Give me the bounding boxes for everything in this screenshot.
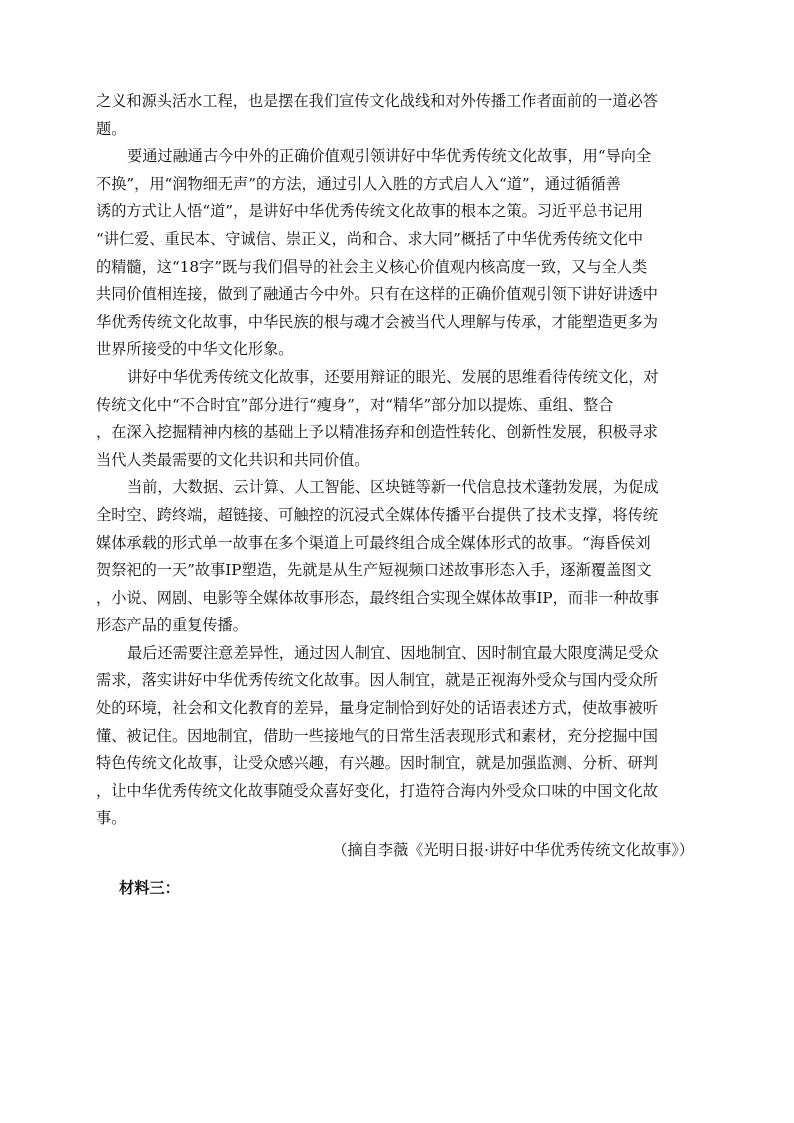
text-line: ，小说、网剧、电影等全媒体故事形态，最终组合实现全媒体故事IP，而非一种故事 [96,588,659,607]
text-line: 全时空、跨终端，超链接、可触控的沉浸式全媒体传播平台提供了技术支撑，将传统 [96,505,658,524]
paragraph-4 [96,474,700,640]
text-line: 贺祭祀的一天”故事IP塑造，先就是从生产短视频口述故事形态入手，逐渐覆盖图文 [96,561,652,580]
text-line: 懂、被记住。因地制宜，借助一些接地气的日常生活表现形式和素材，充分挖掘中国 [96,726,658,745]
text-line: 当前，大数据、云计算、人工智能、区块链等新一代信息技术蓬勃发展，为促成 [127,478,659,497]
paragraph-2 [96,143,700,364]
text-line: 共同价值相连接，做到了融通古今中外。只有在这样的正确价值观引领下讲好讲透中 [96,285,658,304]
text-line: 特色传统文化故事，让受众感兴趣，有兴趣。因时制宜，就是加强监测、分析、研判 [96,754,658,773]
text-line: “讲仁爱、重民本、守诚信、崇正义，尚和合、求大同”概括了中华优秀传统文化中 [96,229,644,248]
text-line: 处的环境，社会和文化教育的差异，量身定制恰到好处的话语表述方式，使故事被听 [96,699,658,718]
text-line: 世界所接受的中华文化形象。 [96,340,294,359]
text-line: 华优秀传统文化故事，中华民族的根与魂才会被当代人理解与传承，才能塑造更多为 [96,312,658,331]
text-line: 当代人类最需要的文化共识和共同价值。 [96,450,370,469]
text-line: 讲好中华优秀传统文化故事，还要用辩证的眼光、发展的思维看待传统文化，对 [127,367,659,386]
source-citation: （摘自李薇《光明日报·讲好中华优秀传统文化故事》） [332,841,694,860]
text-line: 媒体承载的形式单一故事在多个渠道上可最终组合成全媒体形式的故事。“海昏侯刘 [96,533,651,552]
paragraph-1 [96,88,700,143]
text-line: 形态产品的重复传播。 [96,616,248,635]
text-line: 诱的方式让人悟“道”，是讲好中华优秀传统文化故事的根本之策。习近平总书记用 [96,202,644,221]
text-line: 题。 [96,119,127,138]
text-line: 要通过融通古今中外的正确价值观引领讲好中华优秀传统文化故事，用“导向全 [127,147,652,166]
text-line: 最后还需要注意差异性，通过因人制宜、因地制宜、因时制宜最大限度满足受众 [127,643,659,662]
text-line: 需求，落实讲好中华优秀传统文化故事。因人制宜，就是正视海外受众与国内受众所 [96,671,658,690]
document-body [96,88,700,902]
text-line: ，在深入挖掘精神内核的基础上予以精准扬弃和创造性转化、创新性发展，积极寻求 [96,423,658,442]
section-heading: 材料三： [119,878,180,897]
text-line: 事。 [96,809,127,828]
text-line: ，让中华优秀传统文化故事随受众喜好变化，打造符合海内外受众口味的中国文化故 [96,781,658,800]
text-line: 的精髓，这“18字”既与我们倡导的社会主义核心价值观内核高度一致，又与全人类 [96,257,648,276]
text-line: 不换”，用“润物细无声”的方法，通过引人入胜的方式启人入“道”，通过循循善 [96,174,621,193]
paragraph-3 [96,364,700,474]
text-line: 之义和源头活水工程，也是摆在我们宣传文化战线和对外传播工作者面前的一道必答 [96,92,658,110]
paragraph-5 [96,640,700,833]
text-line: 传统文化中“不合时宜”部分进行“瘦身”，对“精华”部分加以提炼、重组、整合 [96,395,614,414]
